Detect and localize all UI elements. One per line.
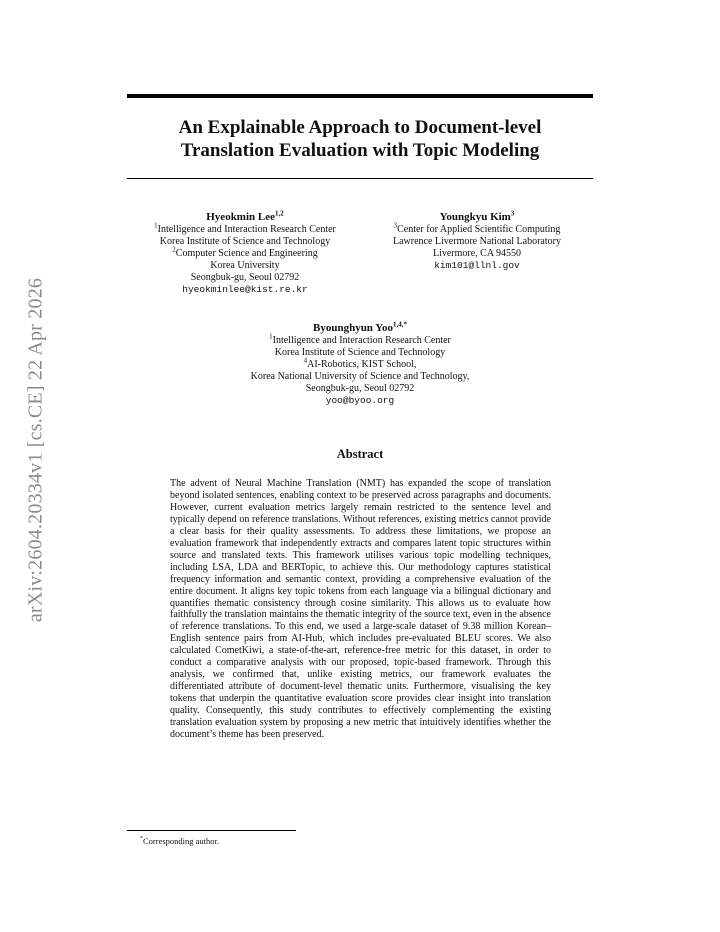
author-address: Seongbuk-gu, Seoul 02792 (190, 272, 300, 283)
author-address: Seongbuk-gu, Seoul 02792 (305, 383, 415, 394)
author-affiliation: $^4$AI-Robotics, KIST School, (303, 356, 417, 370)
abstract-body: The advent of Neural Machine Translation (NMT) has expanded the scope of translation beyond isolated sentences, enabling context to be preserved across paragraphs and documents. However, current evaluation metrics largely remain restricted to the sentence level and typically depend on reference translations. Without references, existing metrics cannot provide a clear basis for their quality assessments. To address these limitations, we propose an evaluation framework that independently extracts and compares latent topic structures within source and translated texts. This framework utilises various topic modelling techniques, including LSA, LDA and BERTopic, to achieve this. Our methodology captures statistical frequency information and semantic context, providing a comprehensive evaluation of the entire document. It aligns key topic tokens from each language via a bilingual dictionary and quantifies thematic consistency through cosine similarity. This allows us to evaluate how faithfully the translation maintains the thematic integrity of the source text, even in the absence of reference translations. To this end, we used a large-scale dataset of 9.38 million Korean–English sentence pairs from AI-Hub, which includes pre-evaluated BLEU scores. We also calculated CometKiwi, a state-of-the-art, reference-free metric for this dataset, in order to conduct a comparative analysis with our proposed, topic-based framework. Through this analysis, we confirmed that, unlike existing metrics, our framework evaluates the differentiated attribute of document-level thematic units. Furthermore, visualising the key tokens that underpin the quantitative evaluation score provides clear insight into translation quality. Consequently, this study contributes to effectively complementing the existing translation evaluation system by proposing a new metric that intuitively identifies whether the document’s theme has been preserved. (170, 478, 551, 741)
paper-title-line-2: Translation Evaluation with Topic Modeling (180, 140, 540, 161)
arxiv-identifier-stamp (18, 258, 54, 642)
author-affiliation: Korea Institute of Science and Technology (159, 236, 331, 247)
author-affiliation: Korea Institute of Science and Technology (274, 347, 446, 358)
author-block-kim (366, 211, 588, 272)
author-block-lee (130, 211, 360, 296)
footnote (140, 834, 219, 846)
author-name: Byounghyun Yoo$^{1,4,*}$ (313, 320, 407, 334)
footnote-rule (127, 830, 296, 831)
author-affiliation: $^2$Computer Science and Engineering (172, 245, 318, 259)
paper-title (127, 116, 593, 162)
title-bottom-rule (127, 178, 593, 179)
paper-title-line-1: An Explainable Approach to Document-level (178, 117, 542, 138)
author-address: Livermore, CA 94550 (432, 248, 522, 259)
author-email: hyeokminlee@kist.re.kr (182, 284, 308, 295)
footnote-text: Corresponding author. (143, 835, 220, 846)
abstract-heading: Abstract (336, 447, 384, 461)
author-name: Hyeokmin Lee$^{1,2}$ (206, 209, 284, 223)
author-affiliation: Korea University (210, 260, 280, 271)
author-block-yoo (200, 322, 520, 407)
author-email: yoo@byoo.org (325, 395, 395, 406)
author-email: kim101@llnl.gov (434, 260, 520, 271)
author-affiliation: Lawrence Livermore National Laboratory (393, 236, 561, 247)
author-affiliation: $^3$Center for Applied Scientific Computing (393, 221, 561, 235)
title-top-rule (127, 94, 593, 98)
author-affiliation: $^1$Intelligence and Interaction Research Center (154, 221, 336, 235)
author-name: Youngkyu Kim$^3$ (439, 209, 515, 223)
arxiv-identifier: arXiv:2604.20334v1 [cs.CE] 22 Apr 2026 (24, 277, 47, 623)
footnote-mark: * (140, 836, 143, 842)
author-affiliation: Korea National University of Science and Technology, (250, 371, 470, 382)
author-affiliation: $^1$Intelligence and Interaction Research Center (269, 332, 451, 346)
